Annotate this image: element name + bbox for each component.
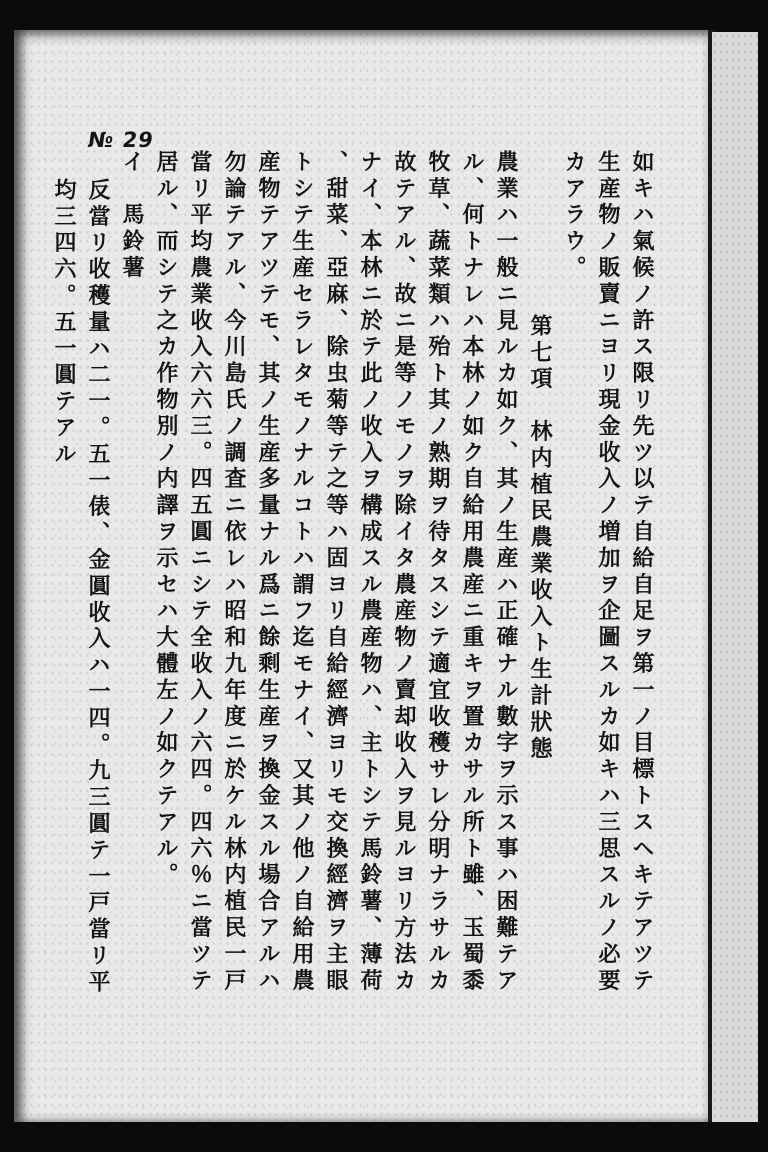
page-number: № 29	[86, 128, 156, 152]
text-column-3: カアラウ。	[561, 150, 586, 282]
text-column-7: 牧草、蔬菜類ハ殆ト其ノ熟期ヲ待タスシテ適宜收穫サレ分明ナラサルカ	[425, 150, 450, 995]
text-column-15: 居ル、而シテ之カ作物別ノ内譯ヲ示セハ大體左ノ如クテアル。	[153, 150, 178, 890]
section-heading: 第七項 林内植民農業收入ト生計狀態	[527, 314, 552, 763]
text-column-6: ル、何トナレハ本林ノ如ク自給用農産ニ重キヲ置カサル所ト雖、玉蜀黍	[459, 150, 484, 995]
text-column-8: 故テアル、故ニ是等ノモノヲ除イタ農産物ノ賣却收入ヲ見ルヨリ方法カ	[391, 150, 416, 995]
text-column-9: ナイ、本林ニ於テ此ノ收入ヲ構成スル農産物ハ、主トシテ馬鈴薯、薄荷	[357, 150, 382, 995]
text-column-14: 當リ平均農業收入六六三。四五圓ニシテ全收入ノ六四。四六％ニ當ツテ	[187, 150, 212, 995]
text-column-18: 均三四六。五一圓テアル	[51, 178, 76, 469]
text-column-13: 勿論テアル、今川島氏ノ調査ニ依レハ昭和九年度ニ於ケル林内植民一戸	[221, 150, 246, 995]
text-column-12: 産物テアツテモ、其ノ生産多量ナル爲ニ餘剩生産ヲ換金スル場合アルハ	[255, 150, 280, 995]
text-column-10: 、甜菜、亞麻、除虫菊等テ之等ハ固ヨリ自給經濟ヨリモ交換經濟ヲ主眼	[323, 150, 348, 995]
text-column-2: 生産物ノ販賣ニヨリ現金收入ノ増加ヲ企圖スルカ如キハ三思スルノ必要	[595, 150, 620, 995]
text-column-17: 反當リ收穫量ハ二一。五一俵、金圓收入ハ一四。九三圓テ一戸當リ平	[85, 178, 110, 997]
text-column-11: トシテ生産セラレタモノナルコトハ謂フ迄モナイ、又其ノ他ノ自給用農	[289, 150, 314, 995]
subheading-potato: イ 馬鈴薯	[119, 150, 144, 282]
text-column-1: 如キハ氣候ノ許ス限リ先ツ以テ自給自足ヲ第一ノ目標トスヘキテアツテ	[629, 150, 654, 995]
adjacent-page-edge	[712, 32, 758, 1122]
text-column-5: 農業ハ一般ニ見ルカ如ク、其ノ生産ハ正確ナル數字ヲ示ス事ハ困難テア	[493, 150, 518, 995]
